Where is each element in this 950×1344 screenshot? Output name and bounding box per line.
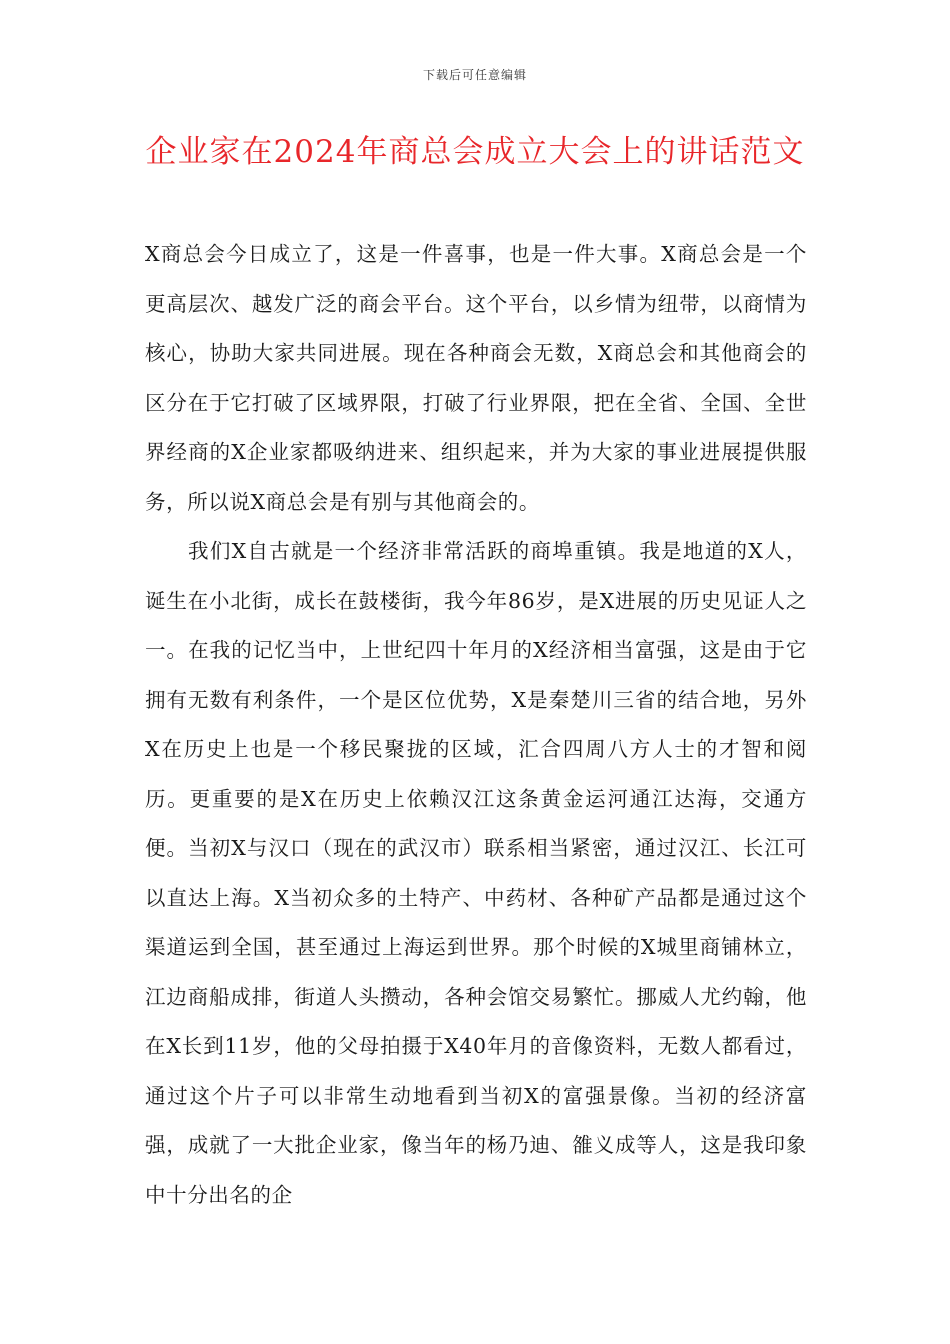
header-note: 下载后可任意编辑	[422, 68, 527, 82]
paragraph-2: 我们X自古就是一个经济非常活跃的商埠重镇。我是地道的X人，诞生在小北街，成长在鼓楼街，我今年86岁，是X进展的历史见证人之一。在我的记忆当中，上世纪四十年月的X经济相当富强，这是由于它拥有无数有利条件，一个是区位优势，X是秦楚川三省的结合地，另外X在历史上也是一个移民聚拢的区域，汇合四周八方人士的才智和阅历。更重要的是X在历史上依赖汉江这条黄金运河通江达海，交通方便。当初X与汉口（现在的武汉市）联系相当紧密，通过汉江、长江可以直达上海。X当初众多的土特产、中药材、各种矿产品都是通过这个渠道运到全国，甚至通过上海运到世界。那个时候的X城里商铺林立，江边商船成排，街道人头攒动，各种会馆交易繁忙。挪威人尤约翰，他在X长到11岁，他的父母拍摄于X40年月的音像资料，无数人都看过，通过这个片子可以非常生动地看到当初X的富强景像。当初的经济富强，成就了一大批企业家，像当年的杨乃迪、雒义成等人，这是我印象中十分出名的企	[145, 539, 807, 1207]
document-title: 企业家在2024年商总会成立大会上的讲话范文	[145, 134, 805, 170]
paragraph-1: X商总会今日成立了，这是一件喜事，也是一件大事。X商总会是一个更高层次、越发广泛的商会平台。这个平台，以乡情为纽带，以商情为核心，协助大家共同进展。现在各种商会无数，X商总会和其他商会的区分在于它打破了区域界限，打破了行业界限，把在全省、全国、全世界经商的X企业家都吸纳进来、组织起来，并为大家的事业进展提供服务，所以说X商总会是有别与其他商会的。	[145, 242, 807, 514]
document-body	[145, 230, 807, 1220]
